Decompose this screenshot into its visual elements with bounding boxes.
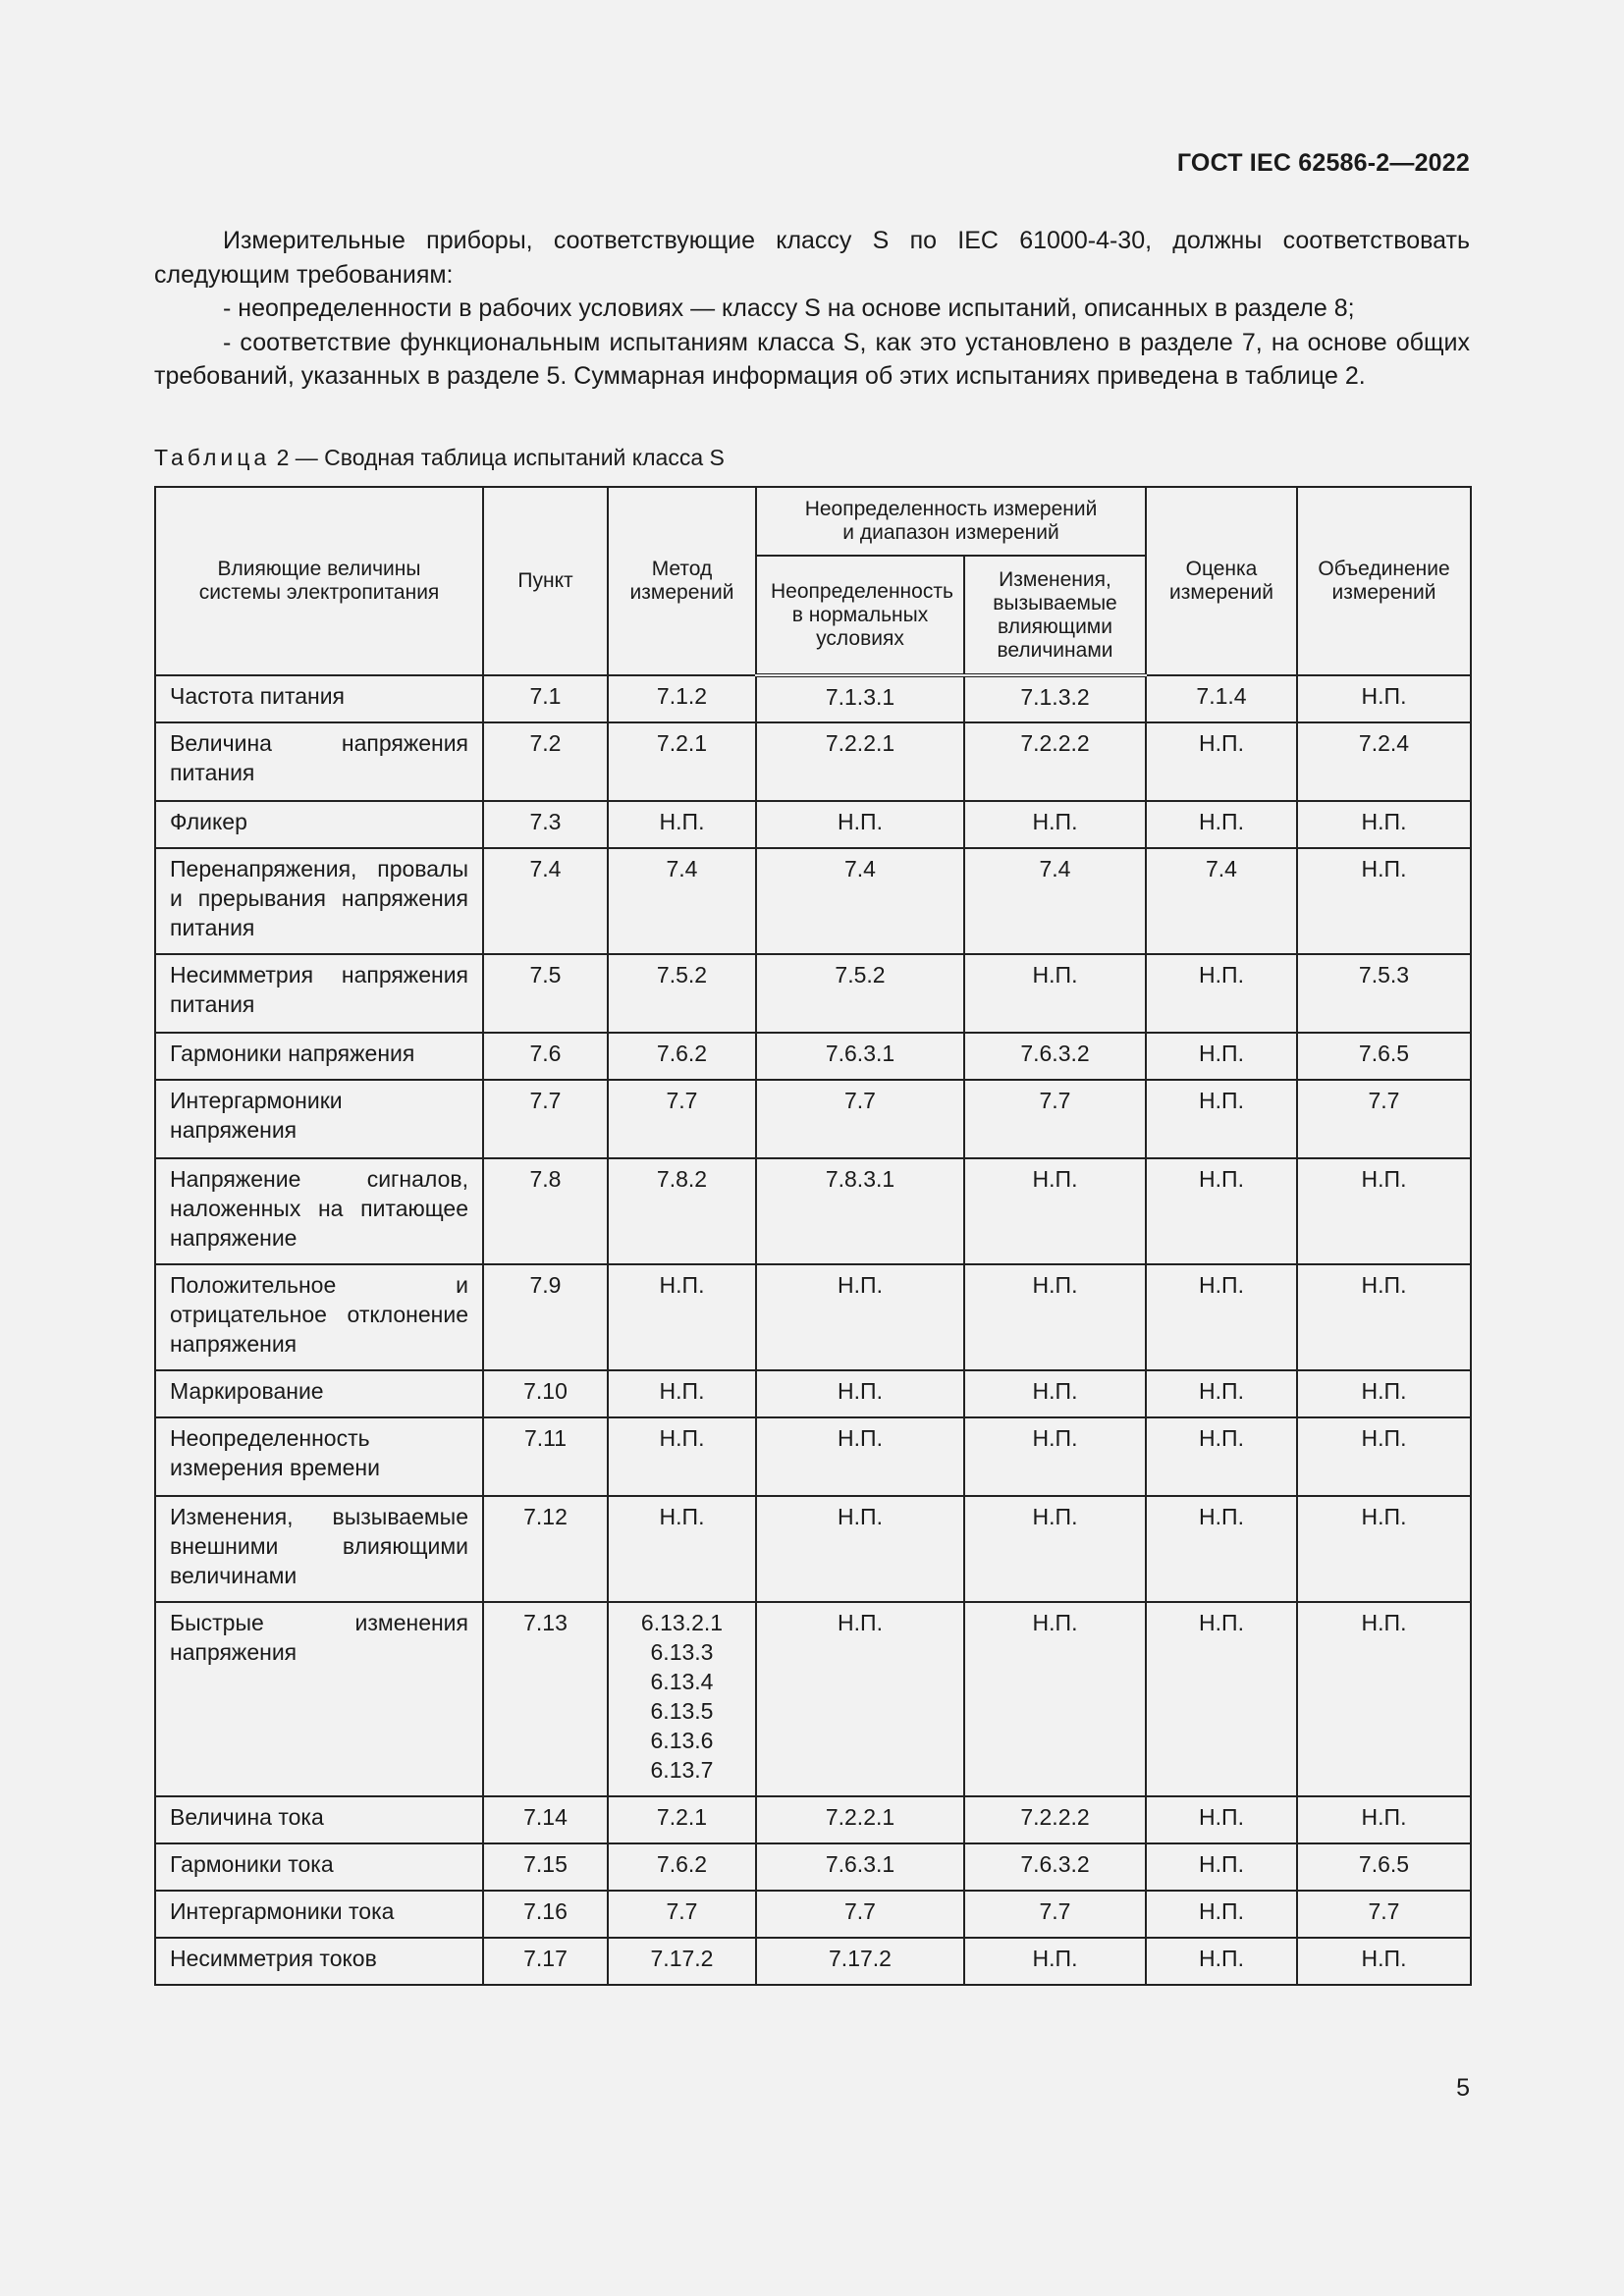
clause-cell: 7.1 <box>483 675 608 722</box>
evaluation-cell: Н.П. <box>1146 1370 1297 1417</box>
influence-quantity-cell: Фликер <box>155 801 483 848</box>
header-method: Метод измерений <box>608 487 756 675</box>
table-row <box>155 1158 1471 1264</box>
table-row <box>155 1938 1471 1985</box>
clause-cell: 7.2 <box>483 722 608 801</box>
aggregation-cell: 7.2.4 <box>1297 722 1471 801</box>
method-reference: 7.7 <box>666 1088 698 1113</box>
paragraph-item-2: - соответствие функциональным испытаниям класса S, как это установлено в разделе 7, на основе общих требований, указанных в разделе 5. Суммарная информация об этих испытаниях приведена в таблице 2. <box>154 328 1470 390</box>
influence-quantity-cell: Перенапряжения, провалы и прерывания напряжения питания <box>155 848 483 954</box>
evaluation-cell: Н.П. <box>1146 1938 1297 1985</box>
method-cell <box>608 1843 756 1891</box>
table-row <box>155 848 1471 954</box>
method-reference: 6.13.7 <box>650 1757 714 1783</box>
table-row <box>155 1264 1471 1370</box>
method-reference: 6.13.4 <box>650 1669 714 1694</box>
evaluation-cell: Н.П. <box>1146 954 1297 1033</box>
table-caption <box>154 445 725 471</box>
influence-quantity-cell: Маркирование <box>155 1370 483 1417</box>
variations-cell: Н.П. <box>964 1602 1146 1796</box>
summary-table <box>154 486 1472 1986</box>
uncertainty-normal-cell: 7.2.2.1 <box>756 722 964 801</box>
method-reference: 6.13.5 <box>650 1698 714 1724</box>
method-cell <box>608 1796 756 1843</box>
evaluation-cell: Н.П. <box>1146 1796 1297 1843</box>
clause-cell: 7.14 <box>483 1796 608 1843</box>
method-reference: Н.П. <box>659 809 705 834</box>
method-cell <box>608 1080 756 1158</box>
influence-quantity-cell: Положительное и отрицательное отклонение напряжения <box>155 1264 483 1370</box>
method-cell <box>608 1158 756 1264</box>
document-header: ГОСТ IEC 62586-2—2022 <box>1176 149 1470 177</box>
aggregation-cell: Н.П. <box>1297 1264 1471 1370</box>
table-row <box>155 1796 1471 1843</box>
table-row <box>155 722 1471 801</box>
clause-cell: 7.4 <box>483 848 608 954</box>
aggregation-cell: Н.П. <box>1297 801 1471 848</box>
aggregation-cell: Н.П. <box>1297 1796 1471 1843</box>
influence-quantity-cell: Интергармоники тока <box>155 1891 483 1938</box>
table-caption-word: Таблица <box>154 445 271 470</box>
evaluation-cell: Н.П. <box>1146 1496 1297 1602</box>
influence-quantity-cell: Гармоники тока <box>155 1843 483 1891</box>
method-reference: 7.2.1 <box>656 1804 708 1830</box>
influence-quantity-cell: Несимметрия напряжения питания <box>155 954 483 1033</box>
table-row <box>155 1496 1471 1602</box>
evaluation-cell: Н.П. <box>1146 1843 1297 1891</box>
method-reference: Н.П. <box>659 1272 705 1298</box>
aggregation-cell: Н.П. <box>1297 1938 1471 1985</box>
table-row <box>155 1080 1471 1158</box>
variations-cell: Н.П. <box>964 1370 1146 1417</box>
aggregation-cell: 7.5.3 <box>1297 954 1471 1033</box>
influence-quantity-cell: Величина напряжения питания <box>155 722 483 801</box>
influence-quantity-cell: Изменения, вызываемые внешними влияющими величинами <box>155 1496 483 1602</box>
header-evaluation: Оценка измерений <box>1146 487 1297 675</box>
variations-cell: Н.П. <box>964 1938 1146 1985</box>
table-row <box>155 1843 1471 1891</box>
method-cell <box>608 1496 756 1602</box>
method-cell <box>608 722 756 801</box>
uncertainty-normal-cell: 7.7 <box>756 1891 964 1938</box>
method-reference: 7.1.2 <box>656 683 708 709</box>
paragraph-item-1: - неопределенности в рабочих условиях — классу S на основе испытаний, описанных в разделе 8; <box>223 294 1355 322</box>
method-reference: 7.4 <box>666 856 698 881</box>
influence-quantity-cell: Быстрые изменения напряжения <box>155 1602 483 1796</box>
method-cell <box>608 954 756 1033</box>
variations-cell: 7.4 <box>964 848 1146 954</box>
method-reference: 7.8.2 <box>656 1166 708 1192</box>
method-cell <box>608 1370 756 1417</box>
header-aggregation: Объединение измерений <box>1297 487 1471 675</box>
clause-cell: 7.6 <box>483 1033 608 1080</box>
evaluation-cell: 7.1.4 <box>1146 675 1297 722</box>
clause-cell: 7.3 <box>483 801 608 848</box>
aggregation-cell: Н.П. <box>1297 675 1471 722</box>
influence-quantity-cell: Величина тока <box>155 1796 483 1843</box>
evaluation-cell: 7.4 <box>1146 848 1297 954</box>
uncertainty-normal-cell: 7.6.3.1 <box>756 1033 964 1080</box>
variations-cell: Н.П. <box>964 1417 1146 1496</box>
uncertainty-normal-cell: Н.П. <box>756 1264 964 1370</box>
aggregation-cell: Н.П. <box>1297 1370 1471 1417</box>
variations-cell: 7.6.3.2 <box>964 1033 1146 1080</box>
header-variations: Изменения, вызываемые влияющими величинами <box>964 556 1146 675</box>
paragraph-intro: Измерительные приборы, соответствующие классу S по IEC 61000-4-30, должны соответствовать следующим требованиям: <box>154 227 1470 289</box>
method-cell <box>608 1033 756 1080</box>
clause-cell: 7.13 <box>483 1602 608 1796</box>
aggregation-cell: Н.П. <box>1297 848 1471 954</box>
method-reference: 6.13.2.1 <box>640 1610 724 1635</box>
clause-cell: 7.11 <box>483 1417 608 1496</box>
method-cell <box>608 675 756 722</box>
uncertainty-normal-cell: Н.П. <box>756 1496 964 1602</box>
clause-cell: 7.5 <box>483 954 608 1033</box>
method-reference: 7.6.2 <box>656 1041 708 1066</box>
page-number: 5 <box>1456 2074 1470 2102</box>
method-cell <box>608 801 756 848</box>
evaluation-cell: Н.П. <box>1146 1891 1297 1938</box>
aggregation-cell: 7.7 <box>1297 1891 1471 1938</box>
header-influence: Влияющие величины системы электропитания <box>155 487 483 675</box>
method-reference: Н.П. <box>659 1378 705 1404</box>
aggregation-cell: 7.6.5 <box>1297 1033 1471 1080</box>
table-row <box>155 1891 1471 1938</box>
method-reference: 7.6.2 <box>656 1851 708 1877</box>
table-row <box>155 801 1471 848</box>
aggregation-cell: 7.6.5 <box>1297 1843 1471 1891</box>
clause-cell: 7.10 <box>483 1370 608 1417</box>
method-reference: 6.13.3 <box>650 1639 714 1665</box>
method-reference: 7.17.2 <box>650 1946 714 1971</box>
method-cell <box>608 1938 756 1985</box>
table-row <box>155 675 1471 722</box>
uncertainty-normal-cell: Н.П. <box>756 801 964 848</box>
aggregation-cell: Н.П. <box>1297 1158 1471 1264</box>
variations-cell: 7.1.3.2 <box>964 675 1146 722</box>
table-row <box>155 1033 1471 1080</box>
uncertainty-normal-cell: 7.8.3.1 <box>756 1158 964 1264</box>
header-clause: Пункт <box>483 487 608 675</box>
influence-quantity-cell: Интергармоники напряжения <box>155 1080 483 1158</box>
uncertainty-normal-cell: Н.П. <box>756 1417 964 1496</box>
variations-cell: 7.2.2.2 <box>964 1796 1146 1843</box>
variations-cell: Н.П. <box>964 1496 1146 1602</box>
uncertainty-normal-cell: 7.1.3.1 <box>756 675 964 722</box>
variations-cell: Н.П. <box>964 1264 1146 1370</box>
method-cell <box>608 848 756 954</box>
method-reference: Н.П. <box>659 1425 705 1451</box>
evaluation-cell: Н.П. <box>1146 1033 1297 1080</box>
body-text <box>154 224 1470 394</box>
uncertainty-normal-cell: 7.6.3.1 <box>756 1843 964 1891</box>
influence-quantity-cell: Напряжение сигналов, наложенных на питающее напряжение <box>155 1158 483 1264</box>
clause-cell: 7.12 <box>483 1496 608 1602</box>
evaluation-cell: Н.П. <box>1146 1080 1297 1158</box>
variations-cell: 7.7 <box>964 1891 1146 1938</box>
aggregation-cell: Н.П. <box>1297 1602 1471 1796</box>
evaluation-cell: Н.П. <box>1146 1602 1297 1796</box>
clause-cell: 7.8 <box>483 1158 608 1264</box>
table-body <box>155 675 1471 1985</box>
variations-cell: 7.2.2.2 <box>964 722 1146 801</box>
table-caption-title: 2 — Сводная таблица испытаний класса S <box>276 445 725 470</box>
evaluation-cell: Н.П. <box>1146 722 1297 801</box>
method-cell <box>608 1602 756 1796</box>
method-reference: 7.5.2 <box>656 962 708 988</box>
variations-cell: 7.6.3.2 <box>964 1843 1146 1891</box>
method-cell <box>608 1264 756 1370</box>
header-uncertainty-group: Неопределенность измерений и диапазон измерений <box>756 487 1146 556</box>
clause-cell: 7.15 <box>483 1843 608 1891</box>
influence-quantity-cell: Гармоники напряжения <box>155 1033 483 1080</box>
variations-cell: Н.П. <box>964 1158 1146 1264</box>
table-row <box>155 1370 1471 1417</box>
aggregation-cell: Н.П. <box>1297 1417 1471 1496</box>
influence-quantity-cell: Несимметрия токов <box>155 1938 483 1985</box>
influence-quantity-cell: Неопределенность измерения времени <box>155 1417 483 1496</box>
evaluation-cell: Н.П. <box>1146 1417 1297 1496</box>
table-row <box>155 954 1471 1033</box>
uncertainty-normal-cell: 7.2.2.1 <box>756 1796 964 1843</box>
evaluation-cell: Н.П. <box>1146 1264 1297 1370</box>
aggregation-cell: Н.П. <box>1297 1496 1471 1602</box>
uncertainty-normal-cell: 7.5.2 <box>756 954 964 1033</box>
clause-cell: 7.9 <box>483 1264 608 1370</box>
variations-cell: 7.7 <box>964 1080 1146 1158</box>
uncertainty-normal-cell: 7.4 <box>756 848 964 954</box>
evaluation-cell: Н.П. <box>1146 1158 1297 1264</box>
uncertainty-normal-cell: Н.П. <box>756 1370 964 1417</box>
uncertainty-normal-cell: 7.17.2 <box>756 1938 964 1985</box>
method-reference: 7.2.1 <box>656 730 708 756</box>
header-uncertainty-normal: Неопределенность в нормальных условиях <box>756 556 964 675</box>
uncertainty-normal-cell: Н.П. <box>756 1602 964 1796</box>
aggregation-cell: 7.7 <box>1297 1080 1471 1158</box>
clause-cell: 7.17 <box>483 1938 608 1985</box>
method-cell <box>608 1417 756 1496</box>
evaluation-cell: Н.П. <box>1146 801 1297 848</box>
method-cell <box>608 1891 756 1938</box>
table-row <box>155 1417 1471 1496</box>
clause-cell: 7.7 <box>483 1080 608 1158</box>
influence-quantity-cell: Частота питания <box>155 675 483 722</box>
clause-cell: 7.16 <box>483 1891 608 1938</box>
method-reference: 7.7 <box>666 1898 698 1924</box>
method-reference: 6.13.6 <box>650 1728 714 1753</box>
table-row <box>155 1602 1471 1796</box>
method-reference: Н.П. <box>659 1504 705 1529</box>
variations-cell: Н.П. <box>964 801 1146 848</box>
uncertainty-normal-cell: 7.7 <box>756 1080 964 1158</box>
variations-cell: Н.П. <box>964 954 1146 1033</box>
